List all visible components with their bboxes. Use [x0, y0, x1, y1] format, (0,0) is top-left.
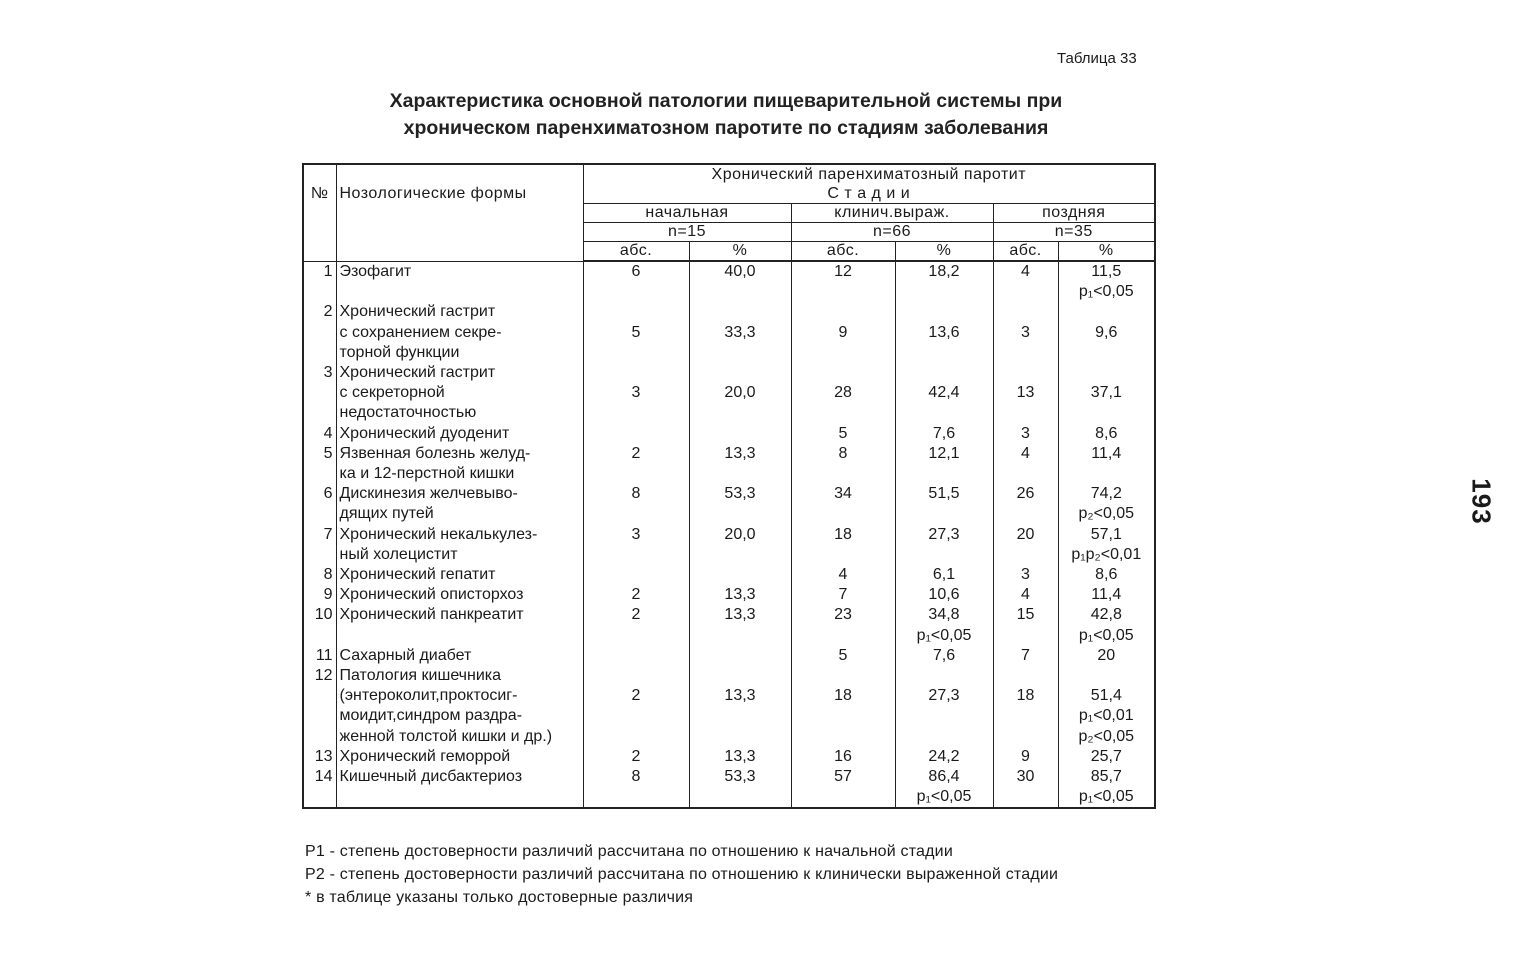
row-number: [303, 605, 336, 645]
table-row: [303, 302, 1155, 363]
cell-pct-early: [689, 424, 791, 444]
cell-pct-late: [1058, 585, 1155, 605]
cell-value: 7,6: [932, 424, 956, 442]
cell-pct-early: [689, 646, 791, 666]
cell-value: 53,3: [724, 768, 756, 786]
form-name-line: Хронический гастрит: [339, 303, 496, 321]
cell-value: 8,6: [1095, 566, 1118, 584]
cell-abs-early: [583, 605, 689, 645]
row-form-name: [336, 747, 583, 767]
cell-value: 8: [631, 768, 641, 786]
cell-pct-late: [1058, 363, 1155, 424]
cell-value: 3: [1021, 323, 1030, 341]
cell-value: 7: [838, 586, 848, 604]
cell-value: 11: [315, 646, 333, 664]
footnote-asterisk: * в таблице указаны только достоверные различия: [305, 889, 694, 906]
cell-value: 8: [323, 566, 333, 584]
cell-abs-early: [583, 747, 689, 767]
row-form-name: [336, 363, 583, 424]
row-number: [303, 525, 336, 565]
form-name-line: Хронический панкреатит: [339, 606, 524, 624]
table-row: [303, 747, 1155, 767]
cell-value: 4: [838, 566, 848, 584]
cell-pct-late: [1058, 484, 1155, 524]
cell-value: 24,2: [928, 747, 960, 765]
cell-value: 20,0: [724, 384, 756, 402]
cell-value: 7,6: [932, 646, 956, 664]
cell-pct-clinical: [895, 747, 993, 767]
significance-note: p₂<0,05: [1078, 505, 1135, 523]
cell-value: 5: [838, 646, 848, 664]
significance-note: p₁p₂<0,01: [1071, 545, 1142, 563]
significance-note: p₁<0,05: [1078, 626, 1134, 644]
cell-abs-clinical: [791, 767, 895, 808]
cell-value: 11,5: [1091, 263, 1122, 280]
form-name-line: с сохранением секре-: [339, 323, 502, 341]
cell-value: 30: [1016, 768, 1035, 786]
row-number: [303, 444, 336, 484]
cell-pct-late: [1058, 525, 1155, 565]
cell-value: 12: [834, 263, 852, 280]
cell-value: 13,3: [724, 586, 756, 604]
cell-value: 28: [834, 384, 852, 402]
cell-abs-clinical: [791, 484, 895, 524]
cell-value: 13,3: [724, 606, 756, 624]
cell-value: 20,0: [724, 525, 756, 543]
cell-pct-early: [689, 261, 791, 302]
cell-pct-early: [689, 585, 791, 605]
cell-pct-late: [1058, 302, 1155, 363]
significance-note: p₁<0,05: [1078, 283, 1134, 301]
cell-value: 51,5: [928, 485, 960, 503]
cell-pct-late: [1058, 444, 1155, 484]
cell-value: 26: [1016, 485, 1035, 503]
cell-value: 25,7: [1090, 747, 1122, 765]
title-line-1: Характеристика основной патологии пищеварительной системы при: [389, 90, 1063, 112]
cell-pct-early: [689, 444, 791, 484]
cell-abs-late: [993, 666, 1058, 747]
row-form-name: [336, 444, 583, 484]
cell-pct-early: [689, 525, 791, 565]
cell-value: 4: [323, 424, 333, 442]
cell-value: 51,4: [1090, 687, 1122, 705]
cell-value: 27,3: [928, 525, 960, 543]
page-number: 193: [1466, 478, 1497, 525]
cell-pct-late: [1058, 424, 1155, 444]
table-row: [303, 484, 1155, 524]
cell-abs-early: [583, 646, 689, 666]
cell-abs-early: [583, 767, 689, 808]
cell-abs-late: [993, 605, 1058, 645]
cell-value: 7: [1021, 646, 1030, 664]
row-number: [303, 363, 336, 424]
cell-pct-early: [689, 767, 791, 808]
col-pct-clinical: %: [895, 242, 993, 262]
cell-pct-clinical: [895, 767, 993, 808]
form-name-line: Кишечный дисбактериоз: [339, 768, 523, 786]
cell-value: 86,4: [928, 768, 960, 786]
cell-pct-early: [689, 565, 791, 585]
cell-abs-clinical: [791, 747, 895, 767]
cell-value: 14: [314, 768, 333, 786]
cell-pct-early: [689, 605, 791, 645]
pathology-table: [302, 163, 1156, 809]
cell-pct-clinical: [895, 424, 993, 444]
cell-abs-late: [993, 747, 1058, 767]
row-number: [303, 261, 336, 302]
cell-value: 13,3: [724, 747, 756, 765]
cell-value: 3: [323, 364, 333, 382]
cell-value: 37,1: [1090, 384, 1122, 402]
cell-abs-late: [993, 525, 1058, 565]
row-form-name: [336, 585, 583, 605]
cell-abs-late: [993, 484, 1058, 524]
cell-abs-early: [583, 565, 689, 585]
cell-value: 4: [1021, 586, 1030, 604]
significance-note: p₁<0,05: [916, 626, 972, 644]
cell-value: 13,6: [928, 323, 960, 341]
cell-value: 5: [838, 424, 848, 442]
cell-abs-late: [993, 646, 1058, 666]
cell-value: 3: [631, 525, 641, 543]
cell-pct-clinical: [895, 565, 993, 585]
form-name-line: Хронический гастрит: [339, 364, 496, 382]
form-name-line: Хронический некалькулез-: [339, 525, 538, 543]
cell-value: 34: [834, 485, 852, 503]
cell-abs-early: [583, 261, 689, 302]
form-name-line: женной толстой кишки и др.): [339, 727, 553, 745]
cell-value: 6,1: [932, 566, 956, 584]
cell-pct-clinical: [895, 605, 993, 645]
cell-value: 9: [1021, 747, 1030, 765]
cell-value: 53,3: [724, 485, 756, 503]
cell-pct-early: [689, 302, 791, 363]
cell-value: 9: [838, 323, 848, 341]
cell-abs-clinical: [791, 646, 895, 666]
col-abs-early: абс.: [583, 242, 689, 262]
cell-value: 2: [631, 747, 641, 765]
row-form-name: [336, 666, 583, 747]
cell-abs-late: [993, 261, 1058, 302]
cell-pct-late: [1058, 605, 1155, 645]
cell-value: 8: [631, 485, 641, 503]
cell-abs-early: [583, 424, 689, 444]
header-group: [583, 164, 1155, 204]
cell-pct-late: [1058, 767, 1155, 808]
cell-value: 57,1: [1090, 525, 1122, 543]
cell-value: 33,3: [724, 323, 756, 341]
stage-n-clinical: n=66: [791, 223, 993, 242]
cell-abs-late: [993, 363, 1058, 424]
cell-value: 42,4: [928, 384, 960, 402]
cell-value: 2: [323, 303, 333, 321]
cell-value: 7: [323, 525, 333, 543]
cell-value: 13,3: [724, 444, 756, 462]
cell-value: 20: [1097, 646, 1116, 664]
cell-value: 8,6: [1095, 424, 1118, 442]
significance-note: p₂<0,05: [1078, 727, 1135, 745]
footnote-p2: Р2 - степень достоверности различий рассчитана по отношению к клинически выраженной стадии: [305, 866, 1059, 883]
table-row: [303, 424, 1155, 444]
cell-pct-late: [1058, 646, 1155, 666]
cell-abs-clinical: [791, 424, 895, 444]
table-row: [303, 767, 1155, 808]
cell-abs-late: [993, 444, 1058, 484]
table-row: [303, 525, 1155, 565]
cell-value: 42,8: [1090, 606, 1122, 624]
cell-abs-late: [993, 565, 1058, 585]
cell-value: 18: [1016, 687, 1035, 705]
cell-abs-late: [993, 585, 1058, 605]
cell-pct-clinical: [895, 666, 993, 747]
cell-abs-clinical: [791, 585, 895, 605]
col-abs-clinical: абс.: [791, 242, 895, 262]
stage-n-late: n=35: [993, 223, 1155, 242]
table-row: [303, 646, 1155, 666]
cell-pct-early: [689, 363, 791, 424]
cell-abs-early: [583, 484, 689, 524]
cell-value: 2: [631, 687, 641, 705]
cell-pct-clinical: [895, 363, 993, 424]
cell-abs-clinical: [791, 666, 895, 747]
table-row: [303, 666, 1155, 747]
cell-value: 15: [1016, 606, 1035, 624]
cell-abs-early: [583, 363, 689, 424]
col-abs-late: абс.: [993, 242, 1058, 262]
table-row: [303, 444, 1155, 484]
cell-value: 27,3: [928, 687, 960, 705]
cell-value: 23: [834, 606, 852, 624]
table-label: Таблица 33: [1057, 50, 1137, 67]
cell-value: 2: [631, 606, 641, 624]
form-name-line: с секреторной: [339, 384, 445, 402]
cell-value: 34,8: [928, 606, 960, 624]
row-form-name: [336, 424, 583, 444]
cell-pct-late: [1058, 747, 1155, 767]
cell-value: 12,1: [928, 444, 960, 462]
cell-abs-late: [993, 424, 1058, 444]
cell-abs-clinical: [791, 565, 895, 585]
page-title: [300, 88, 1152, 142]
stage-name-late: поздняя: [993, 204, 1155, 223]
form-name-line: Патология кишечника: [339, 667, 502, 685]
col-pct-early: %: [689, 242, 791, 262]
row-number: [303, 767, 336, 808]
row-form-name: [336, 261, 583, 302]
table-row: [303, 585, 1155, 605]
cell-value: 5: [631, 323, 641, 341]
cell-pct-clinical: [895, 261, 993, 302]
form-name-line: моидит,синдром раздра-: [339, 707, 523, 725]
cell-value: 16: [834, 747, 852, 765]
stage-n-early: n=15: [583, 223, 791, 242]
cell-value: 3: [1021, 566, 1030, 584]
cell-abs-clinical: [791, 605, 895, 645]
table-row: [303, 605, 1155, 645]
row-form-name: [336, 565, 583, 585]
cell-abs-clinical: [791, 363, 895, 424]
cell-value: 85,7: [1090, 768, 1122, 786]
form-name-line: Хронический дуоденит: [339, 424, 510, 442]
row-number: [303, 302, 336, 363]
form-name-line: (энтероколит,проктосиг-: [339, 687, 518, 705]
row-number: [303, 484, 336, 524]
cell-pct-clinical: [895, 525, 993, 565]
cell-value: 8: [838, 444, 848, 462]
cell-value: 57: [834, 768, 852, 786]
col-pct-late: %: [1058, 242, 1155, 262]
cell-value: 11,4: [1091, 444, 1122, 462]
data-table-wrapper: [302, 163, 1156, 809]
cell-value: 3: [1021, 424, 1030, 442]
significance-note: p₁<0,05: [916, 788, 972, 806]
cell-value: 2: [631, 444, 641, 462]
cell-pct-early: [689, 747, 791, 767]
cell-pct-clinical: [895, 302, 993, 363]
row-form-name: [336, 767, 583, 808]
form-name-line: ный холецистит: [339, 545, 458, 563]
form-name-line: Дискинезия желчевыво-: [339, 485, 518, 503]
stage-name-early: начальная: [583, 204, 791, 223]
row-number: [303, 565, 336, 585]
cell-pct-early: [689, 484, 791, 524]
row-number: [303, 424, 336, 444]
cell-value: 11,4: [1091, 586, 1122, 604]
cell-abs-early: [583, 585, 689, 605]
cell-abs-late: [993, 302, 1058, 363]
title-line-2: хроническом паренхиматозном паротите по стадиям заболевания: [403, 117, 1049, 139]
row-form-name: [336, 646, 583, 666]
cell-pct-clinical: [895, 585, 993, 605]
cell-value: 4: [1021, 263, 1030, 280]
form-name-line: торной функции: [339, 343, 460, 361]
cell-value: 4: [1021, 444, 1030, 462]
stage-name-clinical: клинич.выраж.: [791, 204, 993, 223]
row-number: [303, 747, 336, 767]
table-row: [303, 261, 1155, 302]
cell-value: 6: [631, 263, 641, 280]
form-name-line: Хронический гепатит: [339, 566, 496, 584]
table-body: [303, 261, 1155, 808]
footnote-p1: Р1 - степень достоверности различий рассчитана по отношению к начальной стадии: [305, 843, 953, 860]
cell-value: 13: [314, 747, 333, 765]
cell-value: 20: [1016, 525, 1035, 543]
form-name-line: Хронический описторхоз: [339, 586, 524, 604]
cell-value: 5: [323, 444, 333, 462]
row-number: [303, 585, 336, 605]
cell-abs-clinical: [791, 444, 895, 484]
cell-value: 13,3: [724, 687, 756, 705]
significance-note: p₁<0,05: [1078, 788, 1134, 806]
cell-pct-late: [1058, 565, 1155, 585]
cell-value: 6: [323, 485, 333, 503]
cell-value: 9,6: [1095, 323, 1118, 341]
cell-abs-clinical: [791, 302, 895, 363]
cell-pct-clinical: [895, 484, 993, 524]
cell-value: 10: [314, 606, 333, 624]
cell-abs-early: [583, 302, 689, 363]
footnotes: [305, 840, 1058, 909]
cell-value: 12: [314, 667, 333, 685]
row-number: [303, 666, 336, 747]
row-form-name: [336, 302, 583, 363]
form-name-line: Сахарный диабет: [339, 646, 472, 664]
cell-value: 2: [631, 586, 641, 604]
header-stages: С т а д и и: [827, 185, 911, 202]
table-row: [303, 363, 1155, 424]
table-row: [303, 565, 1155, 585]
cell-value: 18: [834, 525, 852, 543]
form-name-line: Хронический геморрой: [339, 747, 511, 765]
form-name-line: дящих путей: [339, 505, 434, 523]
form-name-line: Эзофагит: [339, 262, 412, 280]
cell-abs-early: [583, 525, 689, 565]
significance-note: p₁<0,01: [1078, 707, 1134, 725]
cell-abs-late: [993, 767, 1058, 808]
cell-pct-early: [689, 666, 791, 747]
header-group-title: Хронический паренхиматозный паротит: [711, 166, 1027, 183]
cell-abs-early: [583, 666, 689, 747]
form-name-line: Язвенная болезнь желуд-: [339, 444, 531, 462]
cell-value: 18,2: [928, 263, 960, 280]
cell-value: 18: [834, 687, 852, 705]
cell-pct-clinical: [895, 646, 993, 666]
cell-value: 10,6: [928, 586, 960, 604]
form-name-line: недостаточностью: [339, 404, 477, 422]
cell-pct-late: [1058, 261, 1155, 302]
row-form-name: [336, 525, 583, 565]
cell-value: 40,0: [724, 263, 756, 280]
cell-value: 1: [323, 262, 333, 280]
cell-value: 13: [1016, 384, 1035, 402]
cell-abs-clinical: [791, 261, 895, 302]
form-name-line: ка и 12-перстной кишки: [339, 465, 515, 483]
header-forms: Нозологические формы: [336, 164, 583, 261]
cell-value: 3: [631, 384, 641, 402]
header-num: №: [303, 164, 336, 261]
cell-abs-early: [583, 444, 689, 484]
cell-pct-clinical: [895, 444, 993, 484]
cell-abs-clinical: [791, 525, 895, 565]
cell-value: 74,2: [1090, 485, 1122, 503]
cell-pct-late: [1058, 666, 1155, 747]
row-form-name: [336, 605, 583, 645]
row-number: [303, 646, 336, 666]
row-form-name: [336, 484, 583, 524]
cell-value: 9: [323, 586, 333, 604]
